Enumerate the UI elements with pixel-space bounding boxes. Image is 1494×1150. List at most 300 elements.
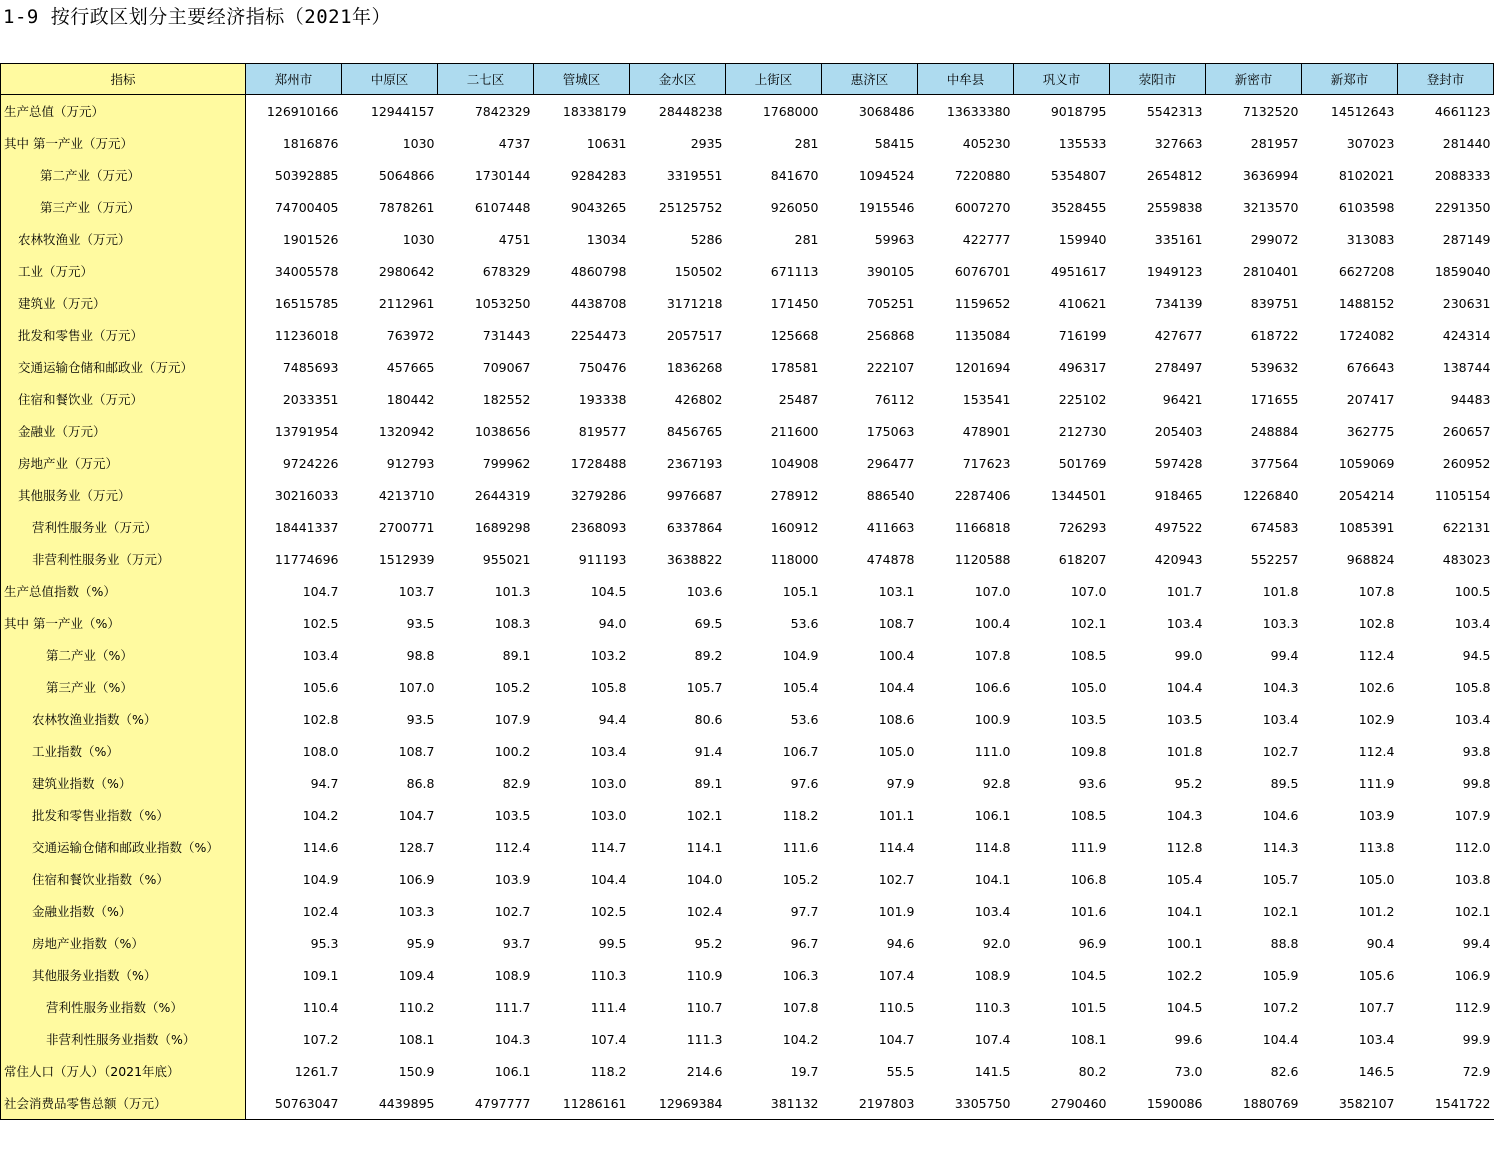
cell-value: 102.9 <box>1358 711 1395 727</box>
cell-value: 103.5 <box>1166 711 1203 727</box>
cell-value: 8456765 <box>666 423 723 439</box>
cell-value: 89.1 <box>694 775 723 791</box>
cell-value: 107.9 <box>1454 807 1491 823</box>
cell-value: 287149 <box>1442 231 1491 247</box>
cell-value: 1689298 <box>474 519 531 535</box>
cell-value: 539632 <box>1250 359 1299 375</box>
cell-value: 6103598 <box>1338 199 1395 215</box>
cell-value: 99.8 <box>1462 775 1491 791</box>
table-row <box>1 319 1494 351</box>
cell-value: 381132 <box>726 1087 822 1120</box>
cell-value: 69.5 <box>694 615 723 631</box>
cell-value: 105.9 <box>1262 967 1299 983</box>
cell-value: 2291350 <box>1434 199 1491 215</box>
cell-value: 182552 <box>482 391 531 407</box>
table-row <box>1 1055 1494 1087</box>
cell-value: 9976687 <box>666 487 723 503</box>
cell-value: 4737 <box>498 135 531 151</box>
cell-value: 109.1 <box>302 967 339 983</box>
cell-value: 128.7 <box>398 839 435 855</box>
cell-value: 9724226 <box>282 455 339 471</box>
cell-value: 108.7 <box>878 615 915 631</box>
cell-value: 103.1 <box>878 583 915 599</box>
cell-value: 299072 <box>1250 231 1299 247</box>
cell-value: 118000 <box>770 551 819 567</box>
cell-value: 2810401 <box>1242 263 1299 279</box>
cell-value: 9284283 <box>570 167 627 183</box>
cell-value: 7132520 <box>1242 103 1299 119</box>
cell-value: 102.8 <box>1358 615 1395 631</box>
cell-value: 1915546 <box>858 199 915 215</box>
cell-value: 90.4 <box>1366 935 1395 951</box>
cell-value: 111.6 <box>782 839 819 855</box>
cell-value: 390105 <box>866 263 915 279</box>
economic-indicators-table <box>0 63 1494 1120</box>
cell-value: 1768000 <box>762 103 819 119</box>
cell-value: 1728488 <box>570 455 627 471</box>
row-label: 非营利性服务业（万元） <box>1 543 246 575</box>
cell-value: 104.5 <box>590 583 627 599</box>
cell-value: 180442 <box>386 391 435 407</box>
cell-value: 94.4 <box>598 711 627 727</box>
cell-value: 7878261 <box>378 199 435 215</box>
cell-value: 3279286 <box>570 487 627 503</box>
cell-value: 102.1 <box>1262 903 1299 919</box>
cell-value: 102.5 <box>590 903 627 919</box>
cell-value: 103.7 <box>398 583 435 599</box>
table-row <box>1 479 1494 511</box>
cell-value: 95.2 <box>694 935 723 951</box>
cell-value: 3319551 <box>666 167 723 183</box>
cell-value: 1085391 <box>1338 519 1395 535</box>
cell-value: 102.6 <box>1358 679 1395 695</box>
cell-value: 106.9 <box>398 871 435 887</box>
cell-value: 955021 <box>482 551 531 567</box>
cell-value: 108.7 <box>398 743 435 759</box>
cell-value: 110.2 <box>398 999 435 1015</box>
cell-value: 110.9 <box>686 967 723 983</box>
cell-value: 110.3 <box>590 967 627 983</box>
cell-value: 102.7 <box>494 903 531 919</box>
cell-value: 3636994 <box>1242 167 1299 183</box>
cell-value: 150502 <box>674 263 723 279</box>
cell-value: 102.8 <box>302 711 339 727</box>
cell-value: 5354807 <box>1050 167 1107 183</box>
cell-value: 1038656 <box>474 423 531 439</box>
cell-value: 106.1 <box>494 1063 531 1079</box>
cell-value: 92.8 <box>982 775 1011 791</box>
cell-value: 104.1 <box>974 871 1011 887</box>
row-label: 常住人口（万人）（2021年底） <box>1 1055 246 1087</box>
cell-value: 111.9 <box>1070 839 1107 855</box>
cell-value: 171450 <box>770 295 819 311</box>
cell-value: 104.4 <box>590 871 627 887</box>
cell-value: 96.9 <box>1078 935 1107 951</box>
cell-value: 112.9 <box>1454 999 1491 1015</box>
cell-value: 104.6 <box>1262 807 1299 823</box>
row-label: 其他服务业（万元） <box>1 479 246 511</box>
cell-value: 108.9 <box>494 967 531 983</box>
header-column: 登封市 <box>1398 64 1494 95</box>
cell-value: 107.8 <box>1358 583 1395 599</box>
cell-value: 104.9 <box>302 871 339 887</box>
cell-value: 101.5 <box>1070 999 1107 1015</box>
cell-value: 104.1 <box>1166 903 1203 919</box>
cell-value: 622131 <box>1442 519 1491 535</box>
cell-value: 2287406 <box>954 487 1011 503</box>
cell-value: 13791954 <box>274 423 339 439</box>
cell-value: 4661123 <box>1434 103 1491 119</box>
cell-value: 12969384 <box>630 1087 726 1120</box>
cell-value: 104.2 <box>302 807 339 823</box>
cell-value: 112.0 <box>1454 839 1491 855</box>
cell-value: 1226840 <box>1242 487 1299 503</box>
cell-value: 496317 <box>1058 359 1107 375</box>
cell-value: 105.7 <box>1262 871 1299 887</box>
header-column: 上街区 <box>726 64 822 95</box>
cell-value: 6007270 <box>954 199 1011 215</box>
cell-value: 13034 <box>586 231 627 247</box>
row-label: 建筑业（万元） <box>1 287 246 319</box>
cell-value: 11774696 <box>274 551 339 567</box>
cell-value: 53.6 <box>790 615 819 631</box>
cell-value: 105.6 <box>302 679 339 695</box>
cell-value: 97.7 <box>790 903 819 919</box>
cell-value: 102.1 <box>1070 615 1107 631</box>
cell-value: 102.4 <box>302 903 339 919</box>
cell-value: 103.8 <box>1454 871 1491 887</box>
cell-value: 7842329 <box>474 103 531 119</box>
cell-value: 4439895 <box>342 1087 438 1120</box>
cell-value: 93.7 <box>502 935 531 951</box>
cell-value: 2254473 <box>570 327 627 343</box>
cell-value: 105.7 <box>686 679 723 695</box>
cell-value: 107.4 <box>590 1031 627 1047</box>
cell-value: 99.4 <box>1462 935 1491 951</box>
cell-value: 110.7 <box>686 999 723 1015</box>
table-row <box>1 607 1494 639</box>
cell-value: 34005578 <box>274 263 339 279</box>
cell-value: 918465 <box>1154 487 1203 503</box>
cell-value: 72.9 <box>1462 1063 1491 1079</box>
row-label: 非营利性服务业指数（%） <box>1 1023 246 1055</box>
cell-value: 109.8 <box>1070 743 1107 759</box>
cell-value: 7485693 <box>282 359 339 375</box>
cell-value: 59963 <box>874 231 915 247</box>
cell-value: 1880769 <box>1206 1087 1302 1120</box>
table-row <box>1 735 1494 767</box>
cell-value: 114.8 <box>974 839 1011 855</box>
cell-value: 18441337 <box>274 519 339 535</box>
cell-value: 104.3 <box>1166 807 1203 823</box>
cell-value: 110.4 <box>302 999 339 1015</box>
cell-value: 99.5 <box>598 935 627 951</box>
row-label: 工业指数（%） <box>1 735 246 767</box>
cell-value: 2935 <box>690 135 723 151</box>
cell-value: 153541 <box>962 391 1011 407</box>
cell-value: 93.5 <box>406 615 435 631</box>
cell-value: 278912 <box>770 487 819 503</box>
cell-value: 107.2 <box>302 1031 339 1047</box>
cell-value: 3305750 <box>918 1087 1014 1120</box>
cell-value: 178581 <box>770 359 819 375</box>
cell-value: 8102021 <box>1338 167 1395 183</box>
cell-value: 108.1 <box>1070 1031 1107 1047</box>
cell-value: 112.8 <box>1166 839 1203 855</box>
row-label: 第二产业（%） <box>1 639 246 671</box>
cell-value: 1730144 <box>474 167 531 183</box>
row-label: 农林牧渔业指数（%） <box>1 703 246 735</box>
cell-value: 107.0 <box>398 679 435 695</box>
cell-value: 278497 <box>1154 359 1203 375</box>
cell-value: 80.6 <box>694 711 723 727</box>
cell-value: 750476 <box>578 359 627 375</box>
row-label: 营利性服务业（万元） <box>1 511 246 543</box>
table-row <box>1 991 1494 1023</box>
cell-value: 25125752 <box>658 199 723 215</box>
header-column: 二七区 <box>438 64 534 95</box>
cell-value: 705251 <box>866 295 915 311</box>
cell-value: 125668 <box>770 327 819 343</box>
cell-value: 3068486 <box>858 103 915 119</box>
cell-value: 104.9 <box>782 647 819 663</box>
cell-value: 2644319 <box>474 487 531 503</box>
cell-value: 18338179 <box>562 103 627 119</box>
cell-value: 1030 <box>402 231 435 247</box>
header-column: 惠济区 <box>822 64 918 95</box>
cell-value: 112.4 <box>494 839 531 855</box>
cell-value: 3582107 <box>1302 1087 1398 1120</box>
cell-value: 101.8 <box>1262 583 1299 599</box>
cell-value: 819577 <box>578 423 627 439</box>
cell-value: 618207 <box>1058 551 1107 567</box>
cell-value: 106.7 <box>782 743 819 759</box>
cell-value: 377564 <box>1250 455 1299 471</box>
cell-value: 50392885 <box>274 167 339 183</box>
cell-value: 114.4 <box>878 839 915 855</box>
cell-value: 212730 <box>1058 423 1107 439</box>
row-label: 农林牧渔业（万元） <box>1 223 246 255</box>
cell-value: 248884 <box>1250 423 1299 439</box>
cell-value: 1836268 <box>666 359 723 375</box>
header-column: 郑州市 <box>246 64 342 95</box>
cell-value: 3528455 <box>1050 199 1107 215</box>
cell-value: 1105154 <box>1434 487 1491 503</box>
cell-value: 175063 <box>866 423 915 439</box>
cell-value: 82.9 <box>502 775 531 791</box>
cell-value: 103.3 <box>398 903 435 919</box>
cell-value: 111.3 <box>686 1031 723 1047</box>
table-row <box>1 287 1494 319</box>
row-label: 住宿和餐饮业（万元） <box>1 383 246 415</box>
cell-value: 103.4 <box>1454 711 1491 727</box>
table-row <box>1 159 1494 191</box>
cell-value: 1059069 <box>1338 455 1395 471</box>
cell-value: 1901526 <box>282 231 339 247</box>
cell-value: 126910166 <box>266 103 339 119</box>
row-label: 其他服务业指数（%） <box>1 959 246 991</box>
cell-value: 55.5 <box>886 1063 915 1079</box>
row-label: 建筑业指数（%） <box>1 767 246 799</box>
header-column: 巩义市 <box>1014 64 1110 95</box>
cell-value: 104.4 <box>1262 1031 1299 1047</box>
cell-value: 225102 <box>1058 391 1107 407</box>
cell-value: 478901 <box>962 423 1011 439</box>
cell-value: 86.8 <box>406 775 435 791</box>
cell-value: 9043265 <box>570 199 627 215</box>
cell-value: 1816876 <box>282 135 339 151</box>
table-row <box>1 767 1494 799</box>
cell-value: 102.1 <box>1454 903 1491 919</box>
cell-value: 50763047 <box>246 1087 342 1120</box>
cell-value: 597428 <box>1154 455 1203 471</box>
cell-value: 2088333 <box>1434 167 1491 183</box>
cell-value: 4751 <box>498 231 531 247</box>
cell-value: 105.2 <box>782 871 819 887</box>
cell-value: 103.0 <box>590 775 627 791</box>
table-row <box>1 799 1494 831</box>
cell-value: 104.7 <box>878 1031 915 1047</box>
cell-value: 256868 <box>866 327 915 343</box>
cell-value: 107.8 <box>974 647 1011 663</box>
cell-value: 80.2 <box>1078 1063 1107 1079</box>
cell-value: 103.0 <box>590 807 627 823</box>
cell-value: 6076701 <box>954 263 1011 279</box>
cell-value: 89.2 <box>694 647 723 663</box>
cell-value: 100.2 <box>494 743 531 759</box>
cell-value: 4797777 <box>438 1087 534 1120</box>
cell-value: 1053250 <box>474 295 531 311</box>
table-row <box>1 703 1494 735</box>
cell-value: 114.6 <box>302 839 339 855</box>
cell-value: 92.0 <box>982 935 1011 951</box>
cell-value: 99.4 <box>1270 647 1299 663</box>
header-indicator: 指标 <box>1 64 246 95</box>
cell-value: 58415 <box>874 135 915 151</box>
cell-value: 104.3 <box>1262 679 1299 695</box>
cell-value: 2559838 <box>1146 199 1203 215</box>
table-row <box>1 127 1494 159</box>
row-label: 第三产业（万元） <box>1 191 246 223</box>
cell-value: 1094524 <box>858 167 915 183</box>
cell-value: 1949123 <box>1146 263 1203 279</box>
cell-value: 2700771 <box>378 519 435 535</box>
cell-value: 19.7 <box>790 1063 819 1079</box>
cell-value: 5542313 <box>1146 103 1203 119</box>
cell-value: 107.4 <box>878 967 915 983</box>
cell-value: 678329 <box>482 263 531 279</box>
cell-value: 2654812 <box>1146 167 1203 183</box>
cell-value: 103.4 <box>974 903 1011 919</box>
row-label: 第三产业（%） <box>1 671 246 703</box>
cell-value: 1030 <box>402 135 435 151</box>
cell-value: 104.5 <box>1166 999 1203 1015</box>
cell-value: 108.9 <box>974 967 1011 983</box>
cell-value: 28448238 <box>658 103 723 119</box>
cell-value: 676643 <box>1346 359 1395 375</box>
row-label: 房地产业指数（%） <box>1 927 246 959</box>
cell-value: 109.4 <box>398 967 435 983</box>
row-label: 批发和零售业指数（%） <box>1 799 246 831</box>
cell-value: 102.5 <box>302 615 339 631</box>
cell-value: 103.4 <box>1166 615 1203 631</box>
table-row <box>1 543 1494 575</box>
cell-value: 1135084 <box>954 327 1011 343</box>
cell-value: 104.5 <box>1070 967 1107 983</box>
cell-value: 457665 <box>386 359 435 375</box>
cell-value: 1344501 <box>1050 487 1107 503</box>
cell-value: 97.9 <box>886 775 915 791</box>
cell-value: 411663 <box>866 519 915 535</box>
cell-value: 102.7 <box>878 871 915 887</box>
cell-value: 104.2 <box>782 1031 819 1047</box>
cell-value: 107.0 <box>974 583 1011 599</box>
cell-value: 1166818 <box>954 519 1011 535</box>
cell-value: 100.1 <box>1166 935 1203 951</box>
cell-value: 107.0 <box>1070 583 1107 599</box>
cell-value: 420943 <box>1154 551 1203 567</box>
row-label: 金融业（万元） <box>1 415 246 447</box>
cell-value: 5286 <box>690 231 723 247</box>
cell-value: 410621 <box>1058 295 1107 311</box>
cell-value: 2112961 <box>378 295 435 311</box>
table-row <box>1 511 1494 543</box>
cell-value: 839751 <box>1250 295 1299 311</box>
cell-value: 93.5 <box>406 711 435 727</box>
row-label: 生产总值指数（%） <box>1 575 246 607</box>
cell-value: 307023 <box>1346 135 1395 151</box>
cell-value: 104.4 <box>878 679 915 695</box>
cell-value: 108.1 <box>398 1031 435 1047</box>
cell-value: 104.3 <box>494 1031 531 1047</box>
page-title: 1-9 按行政区划分主要经济指标（2021年） <box>3 6 392 28</box>
cell-value: 102.2 <box>1166 967 1203 983</box>
cell-value: 799962 <box>482 455 531 471</box>
cell-value: 150.9 <box>398 1063 435 1079</box>
cell-value: 118.2 <box>590 1063 627 1079</box>
row-label: 其中 第一产业（%） <box>1 607 246 639</box>
cell-value: 108.5 <box>1070 807 1107 823</box>
cell-value: 103.9 <box>494 871 531 887</box>
cell-value: 138744 <box>1442 359 1491 375</box>
row-label: 住宿和餐饮业指数（%） <box>1 863 246 895</box>
cell-value: 214.6 <box>686 1063 723 1079</box>
table-row <box>1 831 1494 863</box>
cell-value: 6337864 <box>666 519 723 535</box>
cell-value: 281440 <box>1442 135 1491 151</box>
cell-value: 106.1 <box>974 807 1011 823</box>
cell-value: 16515785 <box>274 295 339 311</box>
cell-value: 97.6 <box>790 775 819 791</box>
header-column: 新郑市 <box>1302 64 1398 95</box>
cell-value: 100.4 <box>878 647 915 663</box>
table-row <box>1 1023 1494 1055</box>
cell-value: 207417 <box>1346 391 1395 407</box>
cell-value: 281 <box>794 231 819 247</box>
cell-value: 101.7 <box>1166 583 1203 599</box>
cell-value: 159940 <box>1058 231 1107 247</box>
cell-value: 94483 <box>1450 391 1491 407</box>
cell-value: 1859040 <box>1434 263 1491 279</box>
cell-value: 2054214 <box>1338 487 1395 503</box>
cell-value: 103.4 <box>302 647 339 663</box>
row-label: 第二产业（万元） <box>1 159 246 191</box>
cell-value: 106.6 <box>974 679 1011 695</box>
cell-value: 93.6 <box>1078 775 1107 791</box>
cell-value: 112.4 <box>1358 743 1395 759</box>
cell-value: 105.8 <box>590 679 627 695</box>
cell-value: 98.8 <box>406 647 435 663</box>
